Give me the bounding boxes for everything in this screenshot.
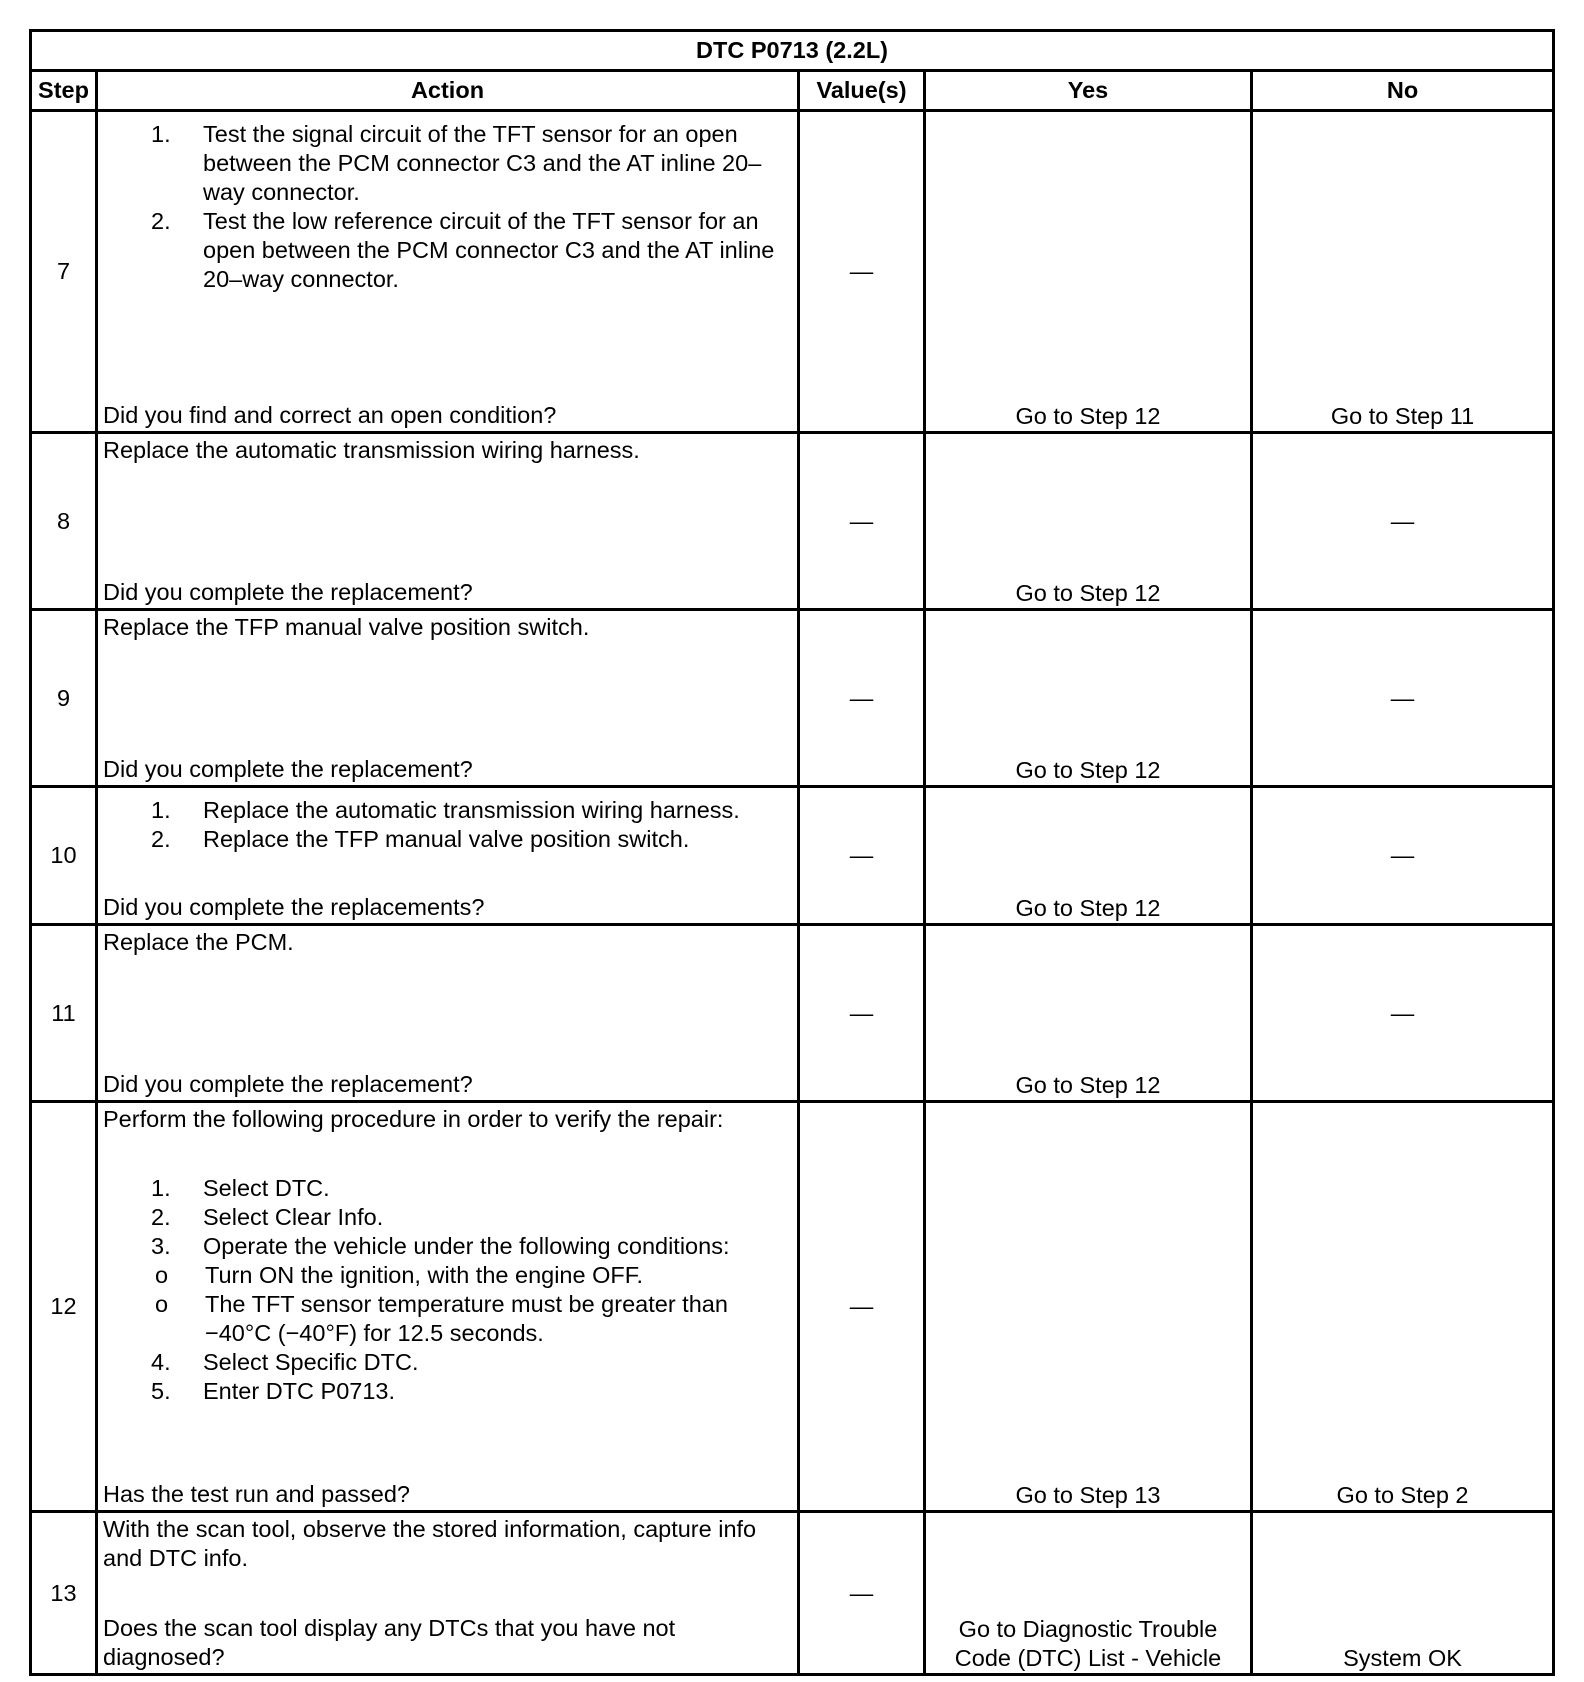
table-row (31, 925, 1554, 1102)
action-intro: Replace the automatic transmission wiring harness. (103, 437, 640, 463)
step-number: 12 (31, 1102, 97, 1512)
step-number: 11 (31, 925, 97, 1102)
no-cell: — (1252, 925, 1554, 1102)
header-step: Step (31, 71, 97, 111)
list-item: 2. Test the low reference circuit of the TFT sensor for an open between the PCM connector C3 and the AT inline 20–way connector. (151, 208, 775, 292)
action-cell (97, 787, 799, 925)
value-cell: — (799, 111, 925, 433)
title-row (31, 31, 1554, 71)
no-cell: Go to Step 11 (1252, 111, 1554, 433)
no-cell: — (1252, 433, 1554, 610)
table-row (31, 1512, 1554, 1675)
value-cell: — (799, 1102, 925, 1512)
table-row (31, 433, 1554, 610)
action-intro: With the scan tool, observe the stored information, capture info and DTC info. (103, 1516, 757, 1571)
sub-list-item: o Turn ON the ignition, with the engine OFF. (155, 1262, 644, 1288)
no-cell: System OK (1252, 1512, 1554, 1675)
action-cell (97, 433, 799, 610)
sub-list-item: o The TFT sensor temperature must be greater than −40°C (−40°F) for 12.5 seconds. (155, 1291, 728, 1346)
yes-cell: Go to Diagnostic Trouble Code (DTC) List - Vehicle (925, 1512, 1252, 1675)
step-number: 13 (31, 1512, 97, 1675)
value-cell: — (799, 1512, 925, 1675)
header-row (31, 71, 1554, 111)
step-number: 8 (31, 433, 97, 610)
header-yes: Yes (925, 71, 1252, 111)
yes-cell: Go to Step 12 (925, 610, 1252, 787)
list-item: 2. Select Clear Info. (151, 1204, 384, 1230)
action-question: Did you complete the replacement? (103, 756, 473, 782)
list-item: 4. Select Specific DTC. (151, 1349, 419, 1375)
action-cell (97, 925, 799, 1102)
action-cell (97, 1512, 799, 1675)
action-question: Did you find and correct an open condition? (103, 402, 557, 428)
table-row (31, 1102, 1554, 1512)
no-cell: — (1252, 610, 1554, 787)
header-action: Action (97, 71, 799, 111)
action-steps (103, 1174, 793, 1406)
table-row (31, 610, 1554, 787)
sub-list (103, 1261, 793, 1348)
action-steps (103, 796, 793, 854)
value-cell: — (799, 925, 925, 1102)
action-question: Did you complete the replacement? (103, 579, 473, 605)
step-number: 10 (31, 787, 97, 925)
action-steps (103, 120, 793, 294)
action-cell (97, 610, 799, 787)
header-no: No (1252, 71, 1554, 111)
no-cell: Go to Step 2 (1252, 1102, 1554, 1512)
action-question: Did you complete the replacement? (103, 1071, 473, 1097)
action-question: Did you complete the replacements? (103, 894, 485, 920)
header-values: Value(s) (799, 71, 925, 111)
list-item: 5. Enter DTC P0713. (151, 1378, 396, 1404)
yes-cell: Go to Step 12 (925, 111, 1252, 433)
value-cell: — (799, 610, 925, 787)
action-question: Has the test run and passed? (103, 1481, 411, 1507)
action-cell (97, 1102, 799, 1512)
yes-cell: Go to Step 12 (925, 433, 1252, 610)
list-item: 1. Test the signal circuit of the TFT sensor for an open between the PCM connector C3 and the AT inline 20–way connector. (151, 121, 762, 205)
table-row (31, 787, 1554, 925)
table-row (31, 111, 1554, 433)
action-intro: Perform the following procedure in order to verify the repair: (103, 1106, 724, 1132)
step-number: 7 (31, 111, 97, 433)
yes-cell: Go to Step 12 (925, 925, 1252, 1102)
action-intro: Replace the TFP manual valve position switch. (103, 614, 590, 640)
action-intro: Replace the PCM. (103, 929, 294, 955)
action-question: Does the scan tool display any DTCs that you have not diagnosed? (103, 1615, 676, 1670)
table-title: DTC P0713 (2.2L) (31, 31, 1554, 71)
list-item: 1. Select DTC. (151, 1175, 330, 1201)
step-number: 9 (31, 610, 97, 787)
yes-cell: Go to Step 12 (925, 787, 1252, 925)
value-cell: — (799, 433, 925, 610)
list-item: 3. Operate the vehicle under the following conditions: o Turn ON the ignition, with the engine OFF. o The TFT sensor temperature must be greater than −40°C (−40°F) for 12.5 seconds. (103, 1232, 793, 1348)
list-item: 1. Replace the automatic transmission wiring harness. (151, 797, 740, 823)
action-cell (97, 111, 799, 433)
value-cell: — (799, 787, 925, 925)
yes-cell: Go to Step 13 (925, 1102, 1252, 1512)
dtc-table (29, 29, 1555, 1676)
list-item: 2. Replace the TFP manual valve position switch. (151, 826, 690, 852)
no-cell: — (1252, 787, 1554, 925)
